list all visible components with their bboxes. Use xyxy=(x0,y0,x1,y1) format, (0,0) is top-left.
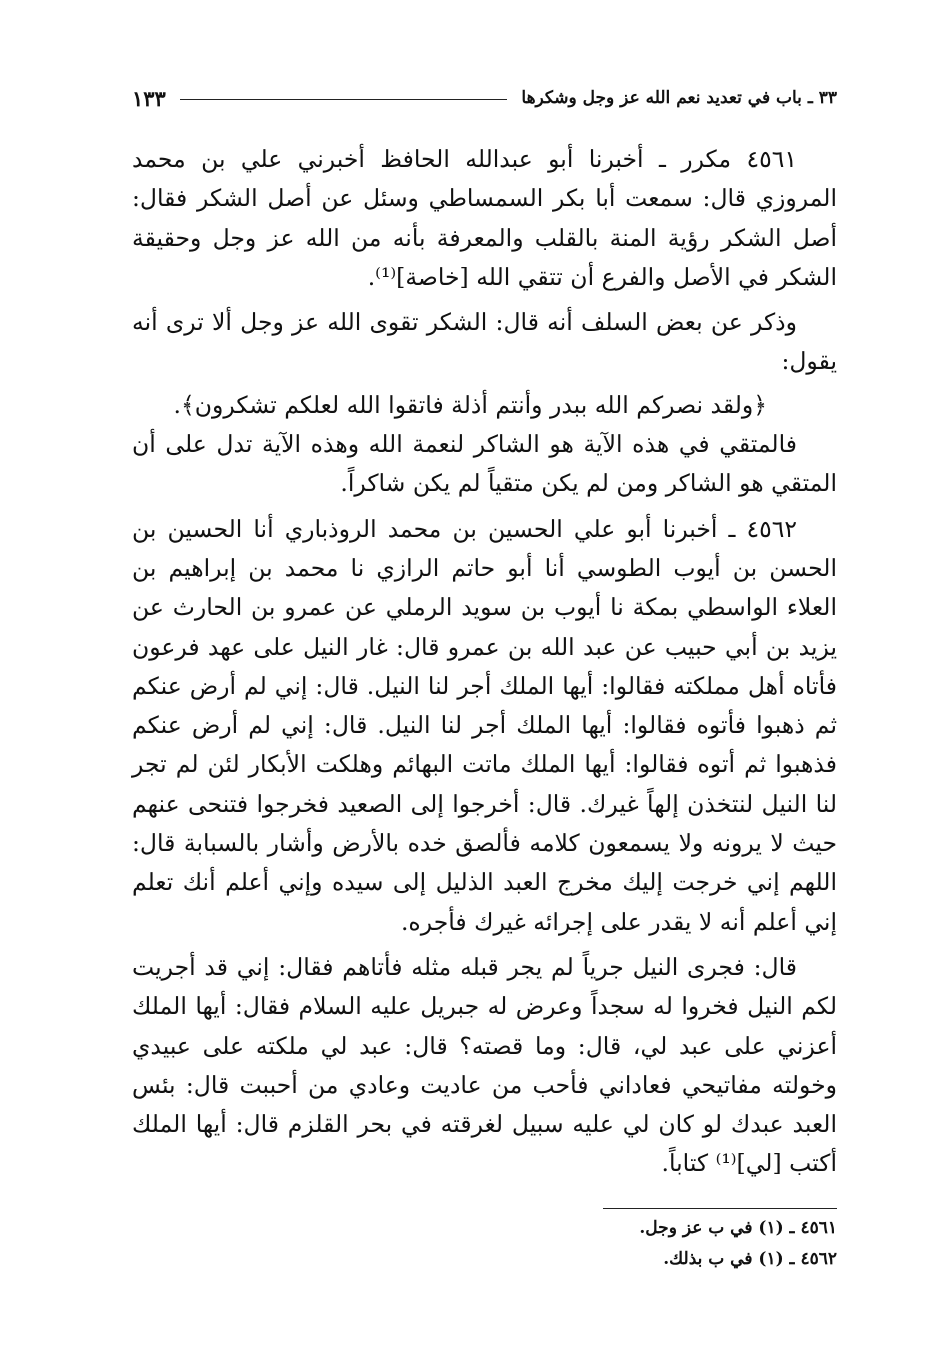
header-rule xyxy=(180,99,508,100)
footnotes xyxy=(132,1213,837,1275)
page-number: ١٣٣ xyxy=(132,85,166,111)
paragraph-salaf-quote: وذكر عن بعض السلف أنه قال: الشكر تقوى الله عز وجل ألا ترى أنه يقول: xyxy=(132,308,837,376)
paragraph-nile-story: قال: فجرى النيل جرياً لم يجر قبله مثله فأتاهم فقال: إني قد أجريت لكم النيل فخروا له سجداً وعرض له جبريل عليه السلام فقال: أيها الملك أعزني على عبد لي، قال: وما قصته؟ قال: عبد لي ملكته على عبيدي وخولته مفاتيحي فعاداني فأحب من عاديت وعادي من أحببت قال: بئس العبد عبدك لو كان لي عليه سبيل لغرقته في بحر القلزم قال: أيها الملك أكتب [لي]⁽¹⁾ كتاباً. xyxy=(132,952,837,1178)
footnote-rule xyxy=(603,1208,837,1209)
paragraph-4562: ٤٥٦٢ ـ أخبرنا أبو علي الحسين بن محمد الروذباري أنا الحسين بن الحسن بن أيوب الطوسي أنا أبو حاتم الرازي نا محمد بن إبراهيم بن العلاء الواسطي بمكة نا أيوب بن سويد الرملي عن عمرو بن الحارث عن يزيد بن أبي حبيب عن عبد الله بن عمرو قال: غار النيل على عهد فرعون فأتاه أهل مملكته فقالوا: أيها الملك أجر لنا النيل. قال: إني لم أرض عنكم ثم ذهبوا فأتوه فقالوا: أيها الملك أجر لنا النيل. قال: إني لم أرض عنكم فذهبوا ثم أتوه فقالوا: أيها الملك ماتت البهائم وهلكت الأبكار لئن لم تجر لنا النيل لنتخذن إلهاً غيرك. قال: أخرجوا إلى الصعيد فخرجوا فتنحى عنهم حيث لا يرونه ولا يسمعون كلامه فألصق خده بالأرض وأشار بالسبابة قال: اللهم إني خرجت إليك مخرج العبد الذليل إلى سيده وإني أعلم أنك تعلم إني أعلم أنه لا يقدر على إجرائه غيرك فأجره. xyxy=(132,514,837,936)
footnote-4561: ٤٥٦١ ـ (١) في ب عز وجل. xyxy=(639,1218,837,1238)
quran-verse: ﴿ولقد نصركم الله ببدر وأنتم أذلة فاتقوا الله لعلكم تشكرون﴾. xyxy=(173,390,767,419)
main-text xyxy=(132,140,837,1190)
paragraph-explanation: فالمتقي في هذه الآية هو الشاكر لنعمة الله وهذه الآية تدل على أن المتقي هو الشاكر ومن لم يكن متقياً لم يكن شاكراً. xyxy=(132,430,837,498)
footnote-4562: ٤٥٦٢ ـ (١) في ب بذلك. xyxy=(663,1249,837,1269)
page-header xyxy=(132,82,837,114)
paragraph-4561: ٤٥٦١ مكرر ـ أخبرنا أبو عبدالله الحافظ أخبرني علي بن محمد المروزي قال: سمعت أبا بكر السمساطي وسئل عن أصل الشكر فقال: أصل الشكر رؤية المنة بالقلب والمعرفة بأنه من الله عز وجل وحقيقة الشكر في الأصل والفرع أن تتقي الله [خاصة]⁽¹⁾. xyxy=(132,145,837,291)
running-title: ٣٣ ـ باب في تعديد نعم الله عز وجل وشكرها xyxy=(521,88,837,108)
